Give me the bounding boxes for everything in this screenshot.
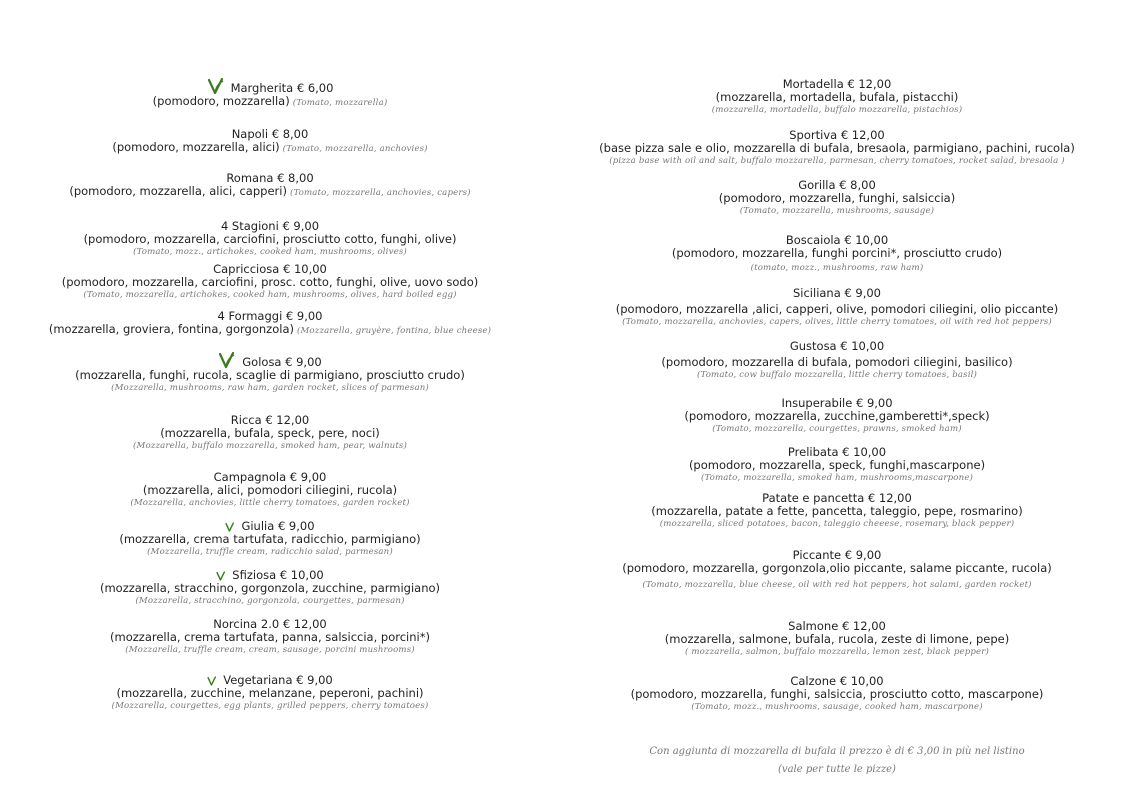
item-title: Golosa € 9,00 <box>242 355 322 369</box>
menu-item-prelibata <box>577 446 1097 485</box>
item-title: Insuperabile € 9,00 <box>781 396 893 410</box>
item-ingredients: (pomodoro, mozzarella, carciofini, prosc. cotto, funghi, olive, uovo sodo) <box>61 275 479 289</box>
item-ingredients: (mozzarella, mortadella, bufala, pistacchi) <box>715 90 959 104</box>
item-english: (Mozzarella, gruyère, fontina, blue cheese) <box>296 326 492 336</box>
item-title: Mortadella € 12,00 <box>782 77 892 91</box>
item-ingredients: (mozzarella, alici, pomodori ciliegini, rucola) <box>142 483 398 497</box>
item-title: Ricca € 12,00 <box>230 413 310 427</box>
item-english: (Tomato, mozzarella) <box>292 98 388 108</box>
item-english: (Mozzarella, anchovies, little cherry tomatoes, garden rocket) <box>130 498 410 508</box>
item-title: Boscaiola € 10,00 <box>785 233 889 247</box>
item-english: (Tomato, cow buffalo mozzarella, little cherry tomatoes, basil) <box>696 370 977 380</box>
item-english: (Mozzarella, stracchino, gorgonzola, courgettes, parmesan) <box>135 596 405 606</box>
item-title: Romana € 8,00 <box>226 171 314 185</box>
item-title: Piccante € 9,00 <box>792 548 882 562</box>
item-english: (mozzarella, sliced potatoes, bacon, taleggio cheeese, rosemary, black pepper) <box>659 519 1015 529</box>
item-ingredients: (mozzarella, groviera, fontina, gorgonzola) <box>48 322 294 336</box>
leaf-v-icon <box>207 676 217 686</box>
item-title: Prelibata € 10,00 <box>787 445 887 459</box>
item-english: (Tomato, mozzarella, anchovies, capers) <box>289 188 471 198</box>
item-english: ( mozzarella, salmon, buffalo mozzarella, lemon zest, black pepper) <box>684 647 990 657</box>
menu-item-4-stagioni <box>30 220 510 259</box>
menu-item-golosa <box>30 352 510 395</box>
item-english: (tomato, mozz., mushrooms, raw ham) <box>750 263 924 273</box>
item-ingredients: (pomodoro, mozzarella, gorgonzola,olio piccante, salame piccante, rucola) <box>622 561 1052 575</box>
item-title: Sportiva € 12,00 <box>789 128 885 142</box>
item-ingredients: (mozzarella, zucchine, melanzane, peperoni, pachini) <box>116 686 424 700</box>
item-english: (Tomato, mozzarella, anchovies, capers, olives, little cherry tomatoes, oil with red hot peppers) <box>622 317 1052 327</box>
item-english: (Tomato, mozzarella, courgettes, prawns, smoked ham) <box>712 424 962 434</box>
item-ingredients: (pomodoro, mozzarella, funghi, salsiccia, prosciutto cotto, mascarpone) <box>630 687 1044 701</box>
item-ingredients: (mozzarella, patate a fette, pancetta, taleggio, pepe, rosmarino) <box>651 504 1023 518</box>
item-english: (Tomato, mozzarella, blue cheese, oil with red hot peppers, hot salami, garden rocket) <box>642 580 1032 590</box>
item-english: (Mozzarella, mushrooms, raw ham, garden rocket, slices of parmesan) <box>111 383 429 393</box>
item-english: (mozzarella, mortadella, buffalo mozzarella, pistachios) <box>711 105 963 115</box>
item-english: (Mozzarella, buffalo mozzarella, smoked ham, pear, walnuts) <box>133 441 407 451</box>
menu-item-piccante <box>577 549 1097 592</box>
menu-item-napoli <box>30 128 510 156</box>
item-ingredients: (pomodoro, mozzarella, funghi, salsiccia) <box>718 191 956 205</box>
menu-item-calzone <box>577 675 1097 714</box>
item-ingredients: (mozzarella, crema tartufata, panna, salsiccia, porcini*) <box>110 630 430 644</box>
item-english: (Tomato, mozzarella, artichokes, cooked ham, mushrooms, olives, hard boiled egg) <box>83 290 457 300</box>
item-ingredients: (pomodoro, mozzarella, alici, capperi) <box>69 184 287 198</box>
menu-item-campagnola <box>30 471 510 510</box>
item-title: Salmone € 12,00 <box>788 619 886 633</box>
menu-item-gorilla <box>577 179 1097 218</box>
menu-item-4-formaggi <box>30 310 510 338</box>
menu-item-mortadella <box>577 78 1097 117</box>
menu-item-salmone <box>577 620 1097 659</box>
item-ingredients: (pomodoro, mozzarella di bufala, pomodori ciliegini, basilico) <box>661 355 1013 369</box>
item-ingredients: (mozzarella, crema tartufata, radicchio, parmigiano) <box>119 532 421 546</box>
menu-item-capricciosa <box>30 263 510 302</box>
item-ingredients: (mozzarella, funghi, rucola, scaglie di parmigiano, prosciutto crudo) <box>75 368 465 382</box>
item-title: Sfiziosa € 10,00 <box>232 568 324 582</box>
item-english: (Tomato, mozzarella, smoked ham, mushrooms,mascarpone) <box>700 473 974 483</box>
leaf-v-icon <box>225 522 235 532</box>
item-english: (pizza base with oil and salt, buffalo mozzarella, parmesan, cherry tomatoes, rocket salad, bresaola ) <box>609 156 1065 166</box>
leaf-v-icon <box>216 571 226 581</box>
item-ingredients: (base pizza sale e olio, mozzarella di bufala, bresaola, parmigiano, pachini, rucola) <box>599 141 1075 155</box>
item-title: Gorilla € 8,00 <box>798 178 876 192</box>
item-title: 4 Formaggi € 9,00 <box>217 309 323 323</box>
item-english: (Tomato, mozz., artichokes, cooked ham, mushrooms, olives) <box>133 247 407 257</box>
item-ingredients: (pomodoro, mozzarella ,alici, capperi, olive, pomodori ciliegini, olio piccante) <box>615 302 1059 316</box>
item-title: Gustosa € 10,00 <box>789 339 885 353</box>
item-ingredients: (pomodoro, mozzarella, zucchine,gamberetti*,speck) <box>684 409 990 423</box>
menu-item-sfiziosa <box>30 569 510 608</box>
menu-item-patate-e-pancetta <box>577 492 1097 531</box>
item-title: Margherita € 6,00 <box>230 81 334 95</box>
item-title: Campagnola € 9,00 <box>213 470 327 484</box>
item-ingredients: (pomodoro, mozzarella, funghi porcini*, prosciutto crudo) <box>671 246 1003 260</box>
item-ingredients: (mozzarella, bufala, speck, pere, noci) <box>160 426 380 440</box>
footer-note-line1: Con aggiunta di mozzarella di bufala il prezzo è di € 3,00 in più nel listino <box>649 746 1025 757</box>
item-english: (Tomato, mozzarella, mushrooms, sausage) <box>739 206 935 216</box>
item-ingredients: (mozzarella, salmone, bufala, rucola, zeste di limone, pepe) <box>664 632 1010 646</box>
menu-item-norcina <box>30 618 510 657</box>
menu-item-gustosa <box>577 340 1097 382</box>
item-english: (Tomato, mozz., mushrooms, sausage, cooked ham, mascarpone) <box>691 702 983 712</box>
menu-item-insuperabile <box>577 397 1097 436</box>
item-ingredients: (pomodoro, mozzarella) <box>152 94 290 108</box>
item-english: (Mozzarella, courgettes, egg plants, grilled peppers, cherry tomatoes) <box>111 701 429 711</box>
item-ingredients: (pomodoro, mozzarella, speck, funghi,mascarpone) <box>688 458 986 472</box>
footer-note <box>577 743 1097 779</box>
item-ingredients: (mozzarella, stracchino, gorgonzola, zucchine, parmigiano) <box>99 581 441 595</box>
footer-note-line2: (vale per tutte le pizze) <box>778 764 896 775</box>
menu-item-sportiva <box>577 129 1097 168</box>
item-title: Vegetariana € 9,00 <box>223 673 333 687</box>
menu-item-siciliana <box>577 287 1097 329</box>
menu-item-romana <box>30 172 510 200</box>
menu-item-boscaiola <box>577 234 1097 275</box>
item-title: Giulia € 9,00 <box>241 519 315 533</box>
item-title: Norcina 2.0 € 12,00 <box>213 617 327 631</box>
menu-item-vegetariana <box>30 674 510 713</box>
item-title: Napoli € 8,00 <box>231 127 309 141</box>
item-ingredients: (pomodoro, mozzarella, alici) <box>112 140 280 154</box>
leaf-v-icon <box>207 78 225 94</box>
menu-item-giulia <box>30 520 510 559</box>
item-title: Capricciosa € 10,00 <box>213 262 327 276</box>
item-english: (Mozzarella, truffle cream, cream, sausage, porcini mushrooms) <box>125 645 415 655</box>
item-title: 4 Stagioni € 9,00 <box>220 219 320 233</box>
menu-item-ricca <box>30 414 510 453</box>
item-title: Calzone € 10,00 <box>790 674 884 688</box>
menu-item-margherita <box>30 78 510 110</box>
item-english: (Tomato, mozzarella, anchovies) <box>282 144 428 154</box>
item-ingredients: (pomodoro, mozzarella, carciofini, prosciutto cotto, funghi, olive) <box>83 232 457 246</box>
item-title: Siciliana € 9,00 <box>792 286 882 300</box>
leaf-v-icon <box>218 352 236 368</box>
item-english: (Mozzarella, truffle cream, radicchio salad, parmesan) <box>147 547 393 557</box>
item-title: Patate e pancetta € 12,00 <box>762 491 912 505</box>
